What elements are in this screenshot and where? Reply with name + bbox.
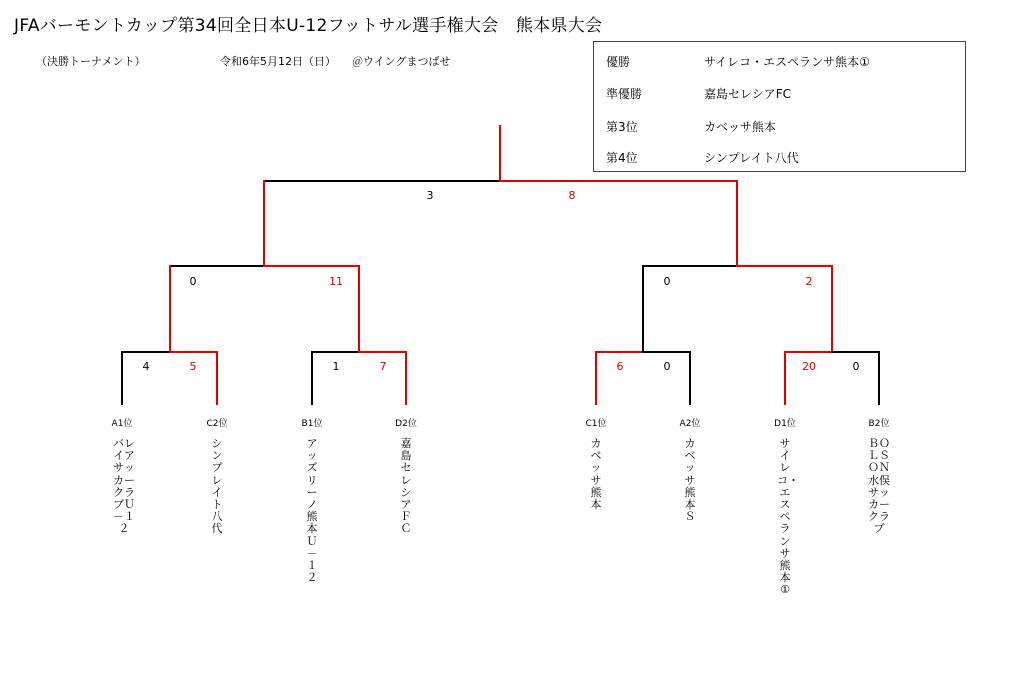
seed-label: A1位 — [111, 419, 133, 429]
event-date: 令和6年5月12日（日） — [220, 55, 336, 68]
team-name-vertical: カベッサ熊本Ｓ — [684, 437, 696, 524]
r1m4-score-right: 0 — [852, 360, 860, 373]
sf1-score-right: 11 — [329, 275, 343, 288]
final-score-left: 3 — [426, 189, 434, 202]
standing-team: 嘉島セレシアFC — [704, 87, 791, 101]
page-title: JFAバーモントカップ第34回全日本U-12フットサル選手権大会 熊本県大会 — [14, 16, 603, 36]
sf2-score-right: 2 — [805, 275, 813, 288]
r1m1-score-left: 4 — [142, 360, 150, 373]
team-name-vertical: ＢＯＬＳＯＮ水俣サッカークラブ — [868, 437, 890, 536]
r1m3-score-right: 0 — [663, 360, 671, 373]
r1m2-score-left: 1 — [332, 360, 340, 373]
seed-label: D1位 — [774, 419, 796, 429]
standing-place: 第4位 — [606, 151, 638, 165]
team-name-vertical: バレイアサッカークラブＵ－１２ — [113, 437, 135, 536]
team-name-vertical: サイレコ・エスペランサ熊本① — [777, 437, 799, 597]
standing-place: 優勝 — [606, 55, 631, 69]
seed-label: D2位 — [395, 419, 417, 429]
final-score-right: 8 — [568, 189, 576, 202]
r1m3-score-left: 6 — [616, 360, 624, 373]
sf2-score-left: 0 — [663, 275, 671, 288]
event-venue: ＠ウイングまつばせ — [352, 55, 451, 68]
r1m1-score-right: 5 — [189, 360, 197, 373]
seed-label: C1位 — [585, 419, 607, 429]
r1m2-score-right: 7 — [379, 360, 387, 373]
seed-label: B1位 — [301, 419, 323, 429]
sf1-score-left: 0 — [189, 275, 197, 288]
standing-team: シンプレイト八代 — [704, 151, 799, 165]
r1m4-score-left: 20 — [802, 360, 816, 373]
standing-team: カベッサ熊本 — [704, 120, 777, 134]
team-name-vertical: シンプレイト八代 — [211, 437, 223, 536]
standing-team: サイレコ・エスペランサ熊本① — [704, 55, 870, 69]
seed-label: C2位 — [206, 419, 228, 429]
team-name-vertical: 嘉島セレシアＦＣ — [400, 437, 412, 536]
standing-place: 準優勝 — [606, 87, 643, 101]
seed-label: A2位 — [679, 419, 701, 429]
seed-label: B2位 — [868, 419, 890, 429]
team-name-vertical: アッズリーノ熊本Ｕ－１２ — [306, 437, 318, 585]
tournament-stage-label: （決勝トーナメント） — [36, 55, 146, 68]
standing-place: 第3位 — [606, 120, 638, 134]
team-name-vertical: カベッサ熊本 — [590, 437, 602, 512]
